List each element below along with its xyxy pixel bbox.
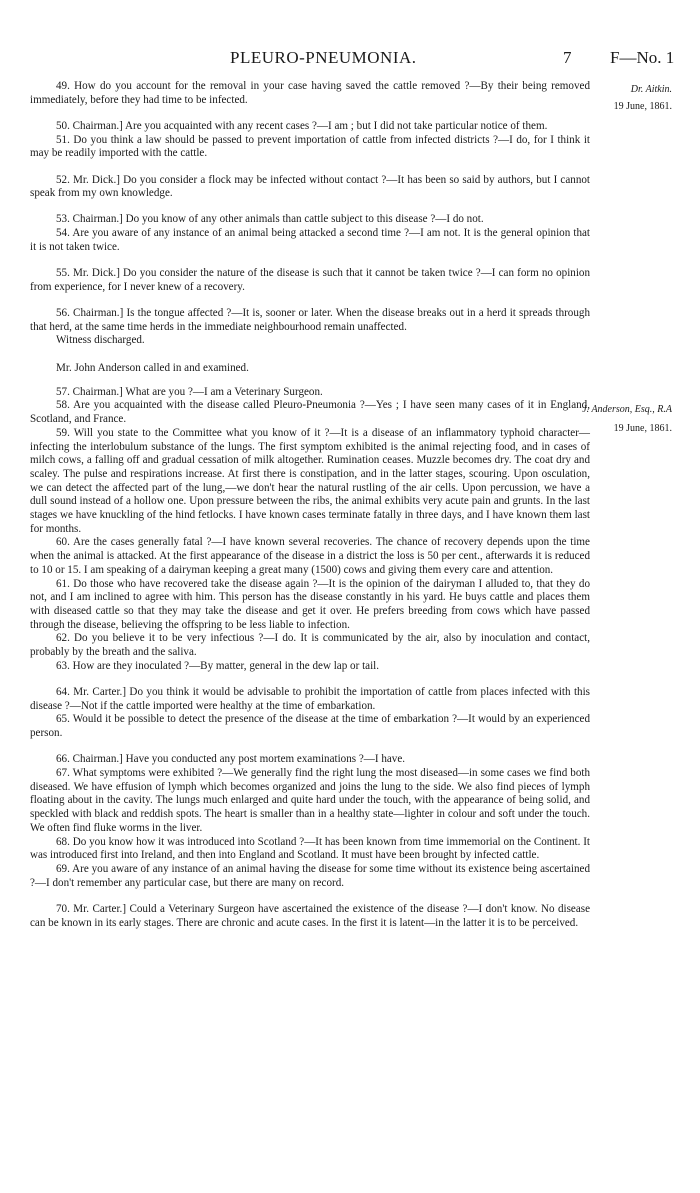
paragraph-q65: 65. Would it be possible to detect the presence of the disease at the time of embarkation ?—It would by an experienced person.	[30, 713, 590, 740]
paragraph-q63: 63. How are they inoculated ?—By matter, general in the dew lap or tail.	[56, 659, 380, 672]
paragraph-q53: 53. Chairman.] Do you know of any other animals than cattle subject to this disease ?—I do not.	[56, 213, 484, 226]
series-number: F—No. 1	[610, 48, 675, 67]
paragraph-q56: 56. Chairman.] Is the tongue affected ?—It is, sooner or later. When the disease breaks out in a herd it spreads through that herd, at the same time herds in the immediate neighbourhood remain unaffected.	[30, 306, 590, 333]
paragraph-q50: 50. Chairman.] Are you acquainted with any recent cases ?—I am ; but I did not take particular notice of them.	[56, 119, 548, 132]
page-number: 7	[563, 48, 572, 67]
paragraph-q64: 64. Mr. Carter.] Do you think it would be advisable to prohibit the importation of cattle from places infected with this disease ?—Not if the cattle imported were healthy at the time of embarkation.	[30, 686, 590, 712]
margin-witness-name: Dr. Aitkin.	[630, 84, 672, 95]
margin-witness-name: J. Anderson, Esq., R.A	[582, 404, 672, 415]
paragraph-q55: 55. Mr. Dick.] Do you consider the nature of the disease is such that it cannot be taken twice ?—I can form no opinion from experience, for I never knew of a recovery.	[30, 267, 590, 293]
page-header	[0, 48, 700, 72]
paragraph-q68: 68. Do you know how it was introduced into Scotland ?—It has been known from time immemorial on the Continent. It was introduced first into Ireland, and then into England and Scotland. It must have been brought by infected cattle.	[30, 835, 590, 862]
margin-witness-date: 19 June, 1861.	[613, 101, 672, 112]
paragraph-q66: 66. Chairman.] Have you conducted any post mortem examinations ?—I have.	[56, 753, 406, 766]
paragraph-q59: 59. Will you state to the Committee what you know of it ?—It is a disease of an inflammatory typhoid character—infecting the interlobulum substance of the lungs. The first symptom exhibited is the animal rejecting food, and in cases of milch cows, a falling off and gradual cessation of milk altogether. Rumination ceases. Muzzle becomes dry. The coat dry and scaley. The pulse and respirations increase. At first there is constipation, and in the latter stages, scouring. Upon osculation, we can detect the affected part of the lung,—we don't hear the natural rustling of the air cells. Upon percussion, we have a dull sound instead of a hollow one. Upon pressure between the ribs, the animal exhibits very acute pain and grunts. In the last stages we have knuckling of the hind fetlocks. I have known cases terminate fatally in three days, and I have known them last for months.	[30, 426, 590, 535]
paragraph-q62: 62. Do you believe it to be very infectious ?—I do. It is communicated by the air, also by inoculation and contact, probably by the breath and the saliva.	[30, 632, 590, 659]
paragraph-q67: 67. What symptoms were exhibited ?—We generally find the right lung the most diseased—in some cases we find both diseased. We have effusion of lymph which becomes organized and joins the lung to the side. We also find pieces of lymph floating about in the cavity. The lungs much enlarged and quite hard under the touch, with the appearance of being solid, and speckled with black and reddish spots. The heart is smaller than in a healthy state—lighter in colour and soft under the touch. We often find fluke worms in the liver.	[30, 767, 590, 834]
paragraph-q61: 61. Do those who have recovered take the disease again ?—It is the opinion of the dairyman I alluded to, that they do not, and I am inclined to agree with him. This person has the disease constantly in his yard. He buys cattle and places them with diseased cattle so that they may take the disease and get it over. He prefers breeding from cows which have passed through the disease, believing the offspring to be less liable to infection.	[30, 577, 590, 631]
paragraph-q70: 70. Mr. Carter.] Could a Veterinary Surgeon have ascertained the existence of the disease ?—I don't know. No disease can be known in its early stages. There are chronic and acute cases. In the first it is latent—in the latter it is to be perceived.	[30, 902, 590, 929]
paragraph-q52: 52. Mr. Dick.] Do you consider a flock may be infected without contact ?—It has been so said by authors, but I cannot speak from my own knowledge.	[30, 173, 590, 200]
paragraph-q58: 58. Are you acquainted with the disease called Pleuro-Pneumonia ?—Yes ; I have seen many cases of it in England, Scotland, and France.	[30, 399, 590, 426]
paragraph-q57: 57. Chairman.] What are you ?—I am a Veterinary Surgeon.	[56, 385, 323, 398]
document-body	[30, 80, 590, 930]
paragraph-q69: 69. Are you aware of any instance of an animal having the disease for some time without its existence being ascertained ?—I don't remember any particular case, but there are many on record.	[30, 862, 590, 889]
paragraph-q49: 49. How do you account for the removal in your case having saved the cattle removed ?—By their being removed immediately, before they had time to be infected.	[30, 80, 590, 106]
margin-witness-date: 19 June, 1861.	[613, 423, 672, 434]
page-title: PLEURO-PNEUMONIA.	[230, 48, 417, 67]
paragraph-q60: 60. Are the cases generally fatal ?—I have known several recoveries. The chance of recovery depends upon the time when the animal is attacked. At the first appearance of the disease in a district the loss is 50 per cent., afterwards it is reduced to 10 or 15. I am speaking of a dairyman keeping a great many (1500) cows and giving them every care and attention.	[30, 536, 590, 576]
witness-called: Mr. John Anderson called in and examined.	[56, 362, 249, 375]
witness-discharged: Witness discharged.	[56, 334, 145, 347]
paragraph-q54: 54. Are you aware of any instance of an animal being attacked a second time ?—I am not. It is the general opinion that it is not taken twice.	[30, 227, 590, 253]
paragraph-q51: 51. Do you think a law should be passed to prevent importation of cattle from infected districts ?—I do, for I think it may be readily imported with the cattle.	[30, 133, 590, 160]
